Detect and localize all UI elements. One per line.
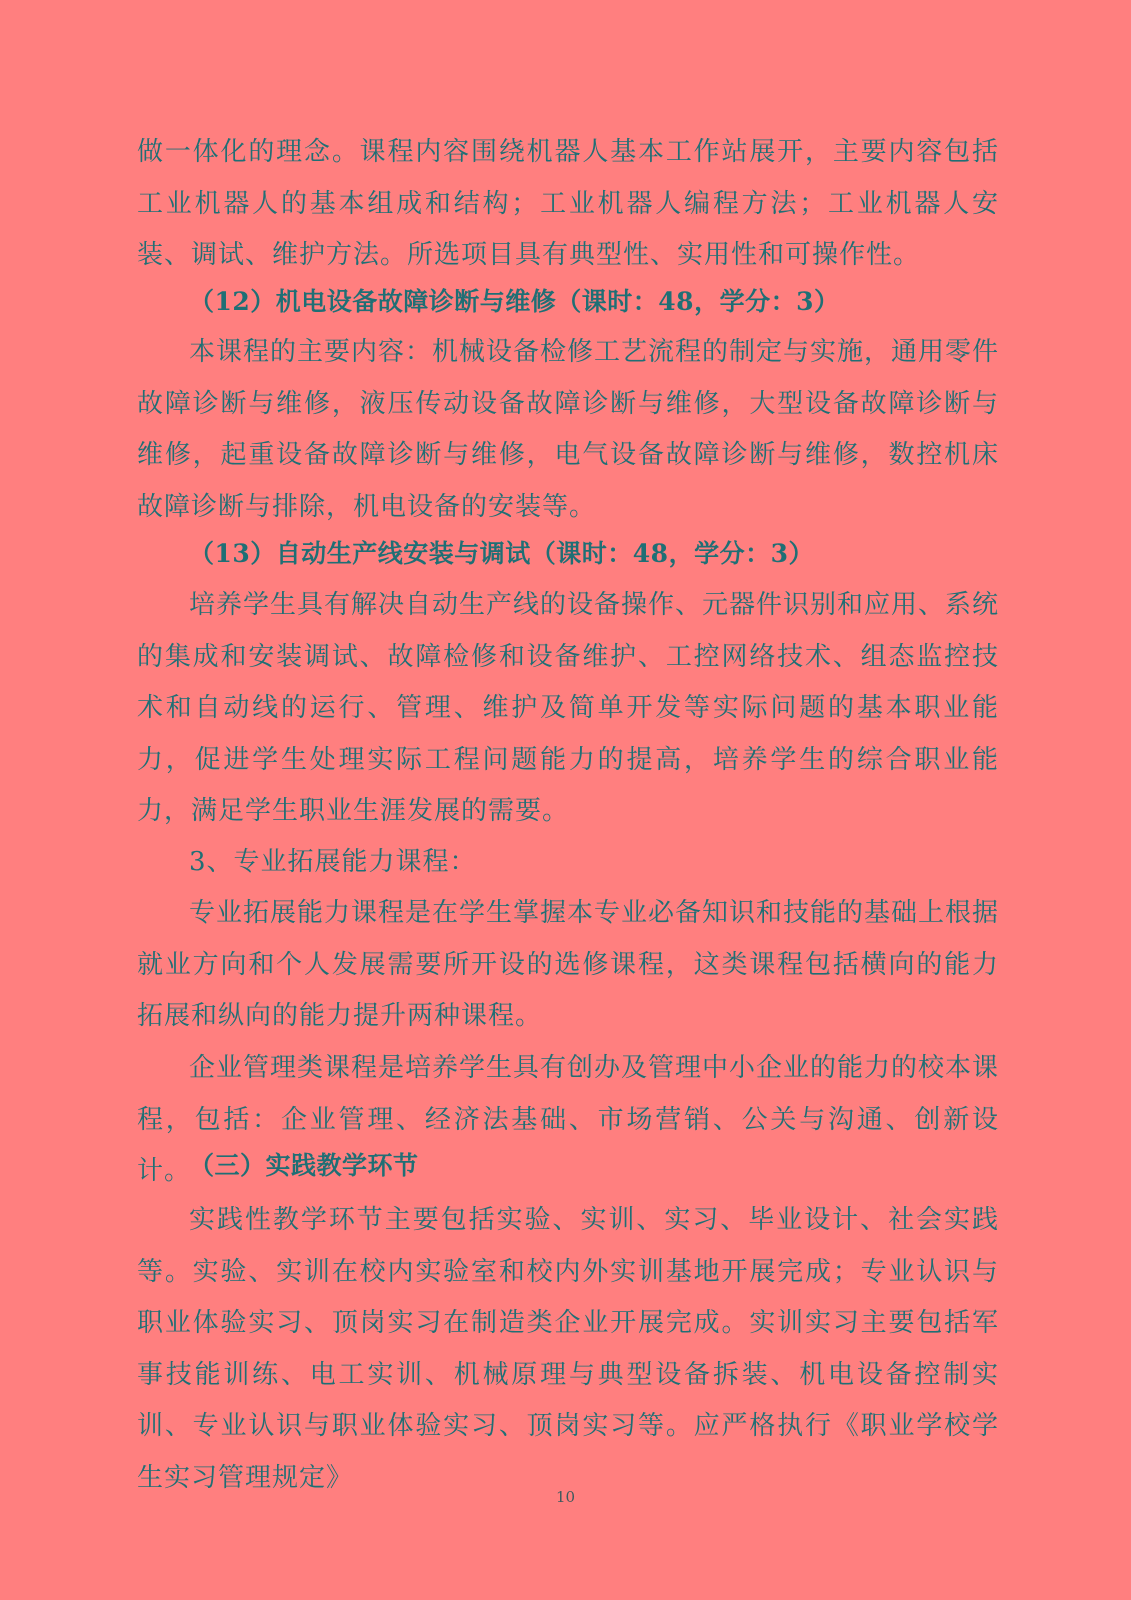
paragraph-robot-course-content: 做一体化的理念。课程内容围绕机器人基本工作站展开，主要内容包括工业机器人的基本组成和结构；工业机器人编程方法；工业机器人安装、调试、维护方法。所选项目具有典型性、实用性和可操作性。	[137, 137, 999, 270]
section-3-title: 3、专业拓展能力课程：	[189, 847, 477, 877]
paragraph-course-12-content: 本课程的主要内容：机械设备检修工艺流程的制定与实施，通用零件故障诊断与维修，液压传动设备故障诊断与维修，大型设备故障诊断与维修，起重设备故障诊断与维修，电气设备故障诊断与维修，数控机床故障诊断与排除，机电设备的安装等。	[137, 337, 1000, 522]
heading-course-13: （13）自动生产线安装与调试（课时：48，学分：3）	[189, 539, 814, 568]
heading-practice-teaching: （三）实践教学环节	[189, 1151, 419, 1180]
page-number: 10	[555, 1488, 576, 1506]
heading-course-12: （12）机电设备故障诊断与维修（课时：48，学分：3）	[189, 287, 840, 316]
paragraph-extension-courses: 专业拓展能力课程是在学生掌握本专业必备知识和技能的基础上根据就业方向和个人发展需要所开设的选修课程，这类课程包括横向的能力拓展和纵向的能力提升两种课程。	[137, 898, 1000, 1031]
paragraph-course-13-content: 培养学生具有解决自动生产线的设备操作、元器件识别和应用、系统的集成和安装调试、故障检修和设备维护、工控网络技术、组态监控技术和自动线的运行、管理、维护及简单开发等实际问题的基本职业能力，促进学生处理实际工程问题能力的提高，培养学生的综合职业能力，满足学生职业生涯发展的需要。	[137, 590, 1000, 826]
paragraph-practice-content: 实践性教学环节主要包括实验、实训、实习、毕业设计、社会实践等。实验、实训在校内实验室和校内外实训基地开展完成；专业认识与职业体验实习、顶岗实习在制造类企业开展完成。实训实习主要包括军事技能训练、电工实训、机械原理与典型设备拆装、机电设备控制实训、专业认识与职业体验实习、顶岗实习等。应严格执行《职业学校学生实习管理规定》	[137, 1205, 999, 1493]
paragraph-management-courses: 企业管理类课程是培养学生具有创办及管理中小企业的能力的校本课程，包括：企业管理、经济法基础、市场营销、公关与沟通、创新设计。	[137, 1053, 1000, 1186]
